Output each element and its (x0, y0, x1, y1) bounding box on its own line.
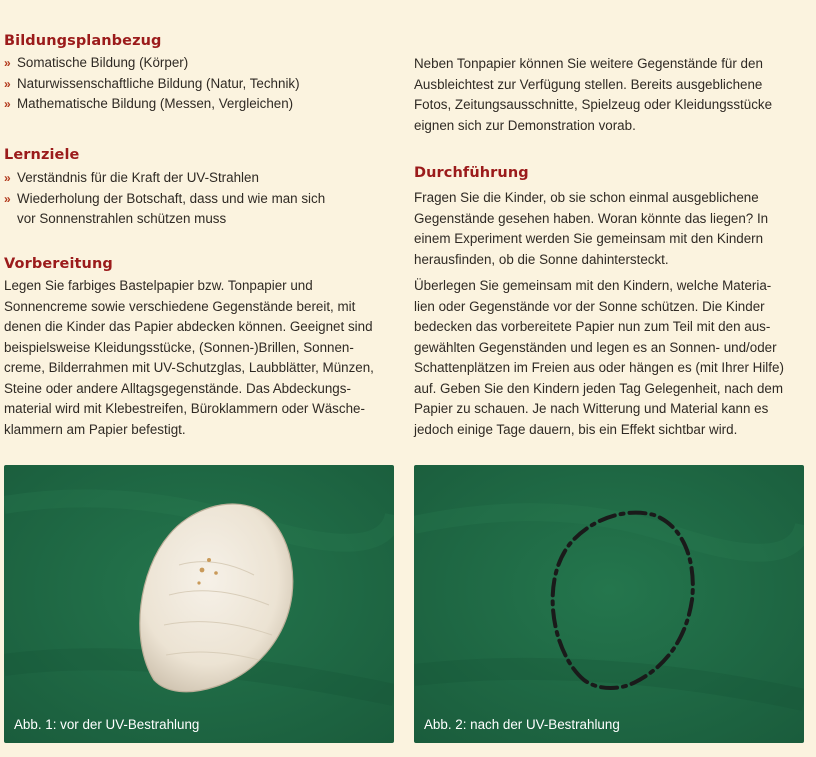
figure-1-caption: Abb. 1: vor der UV-Bestrahlung (14, 717, 200, 732)
lernziele-list (4, 168, 325, 230)
list-item: » Naturwissenschaftliche Bildung (Natur, Technik) (4, 74, 300, 95)
figure-2-photo (414, 465, 804, 743)
bullet-icon: » (4, 191, 11, 206)
bullet-icon: » (4, 76, 11, 91)
list-item-continuation: vor Sonnenstrahlen schützen muss (17, 211, 227, 226)
heading-vorbereitung: Vorbereitung (4, 256, 113, 272)
durchfuehrung-paragraph-1: Fragen Sie die Kinder, ob sie schon einmal ausgeblichene Gegenstände gesehen haben. Woran könnte das liegen? In einem Experiment werden Sie gemeinsam mit den Kindern herausfinden, ob die Sonne dahintersteckt. (414, 190, 769, 267)
bildungsplan-list (4, 53, 300, 115)
durchfuehrung-paragraph-2: Überlegen Sie gemeinsam mit den Kindern, welche Materia- lien oder Gegenstände vor der Sonne schützen. Die Kinder bedecken das vorbereitete Papier nun zum Teil mit den aus- gewählten Gegenständen und legen es an Sonnen- und/oder Schattenplätzen im Freien aus oder hängen es (mit Ihrer Hilfe) auf. Geben Sie den Kindern jeden Tag Gelegenheit, nach dem Papier zu schauen. Je nach Witterung und Material kann es jedoch einige Tage dauern, bis ein Effekt sichtbar wird. (414, 278, 784, 437)
list-item: » Wiederholung der Botschaft, dass und wie man sich (4, 189, 325, 210)
heading-durchfuehrung: Durchführung (414, 165, 529, 181)
bullet-icon: » (4, 56, 11, 70)
figure-2-image (414, 465, 804, 743)
list-item: » Mathematische Bildung (Messen, Vergleichen) (4, 94, 300, 115)
bullet-icon: » (4, 171, 11, 185)
figure-1-photo (4, 465, 394, 743)
list-item: » Verständnis für die Kraft der UV-Strahlen (4, 168, 325, 189)
figure-2-caption: Abb. 2: nach der UV-Bestrahlung (424, 717, 620, 732)
vorbereitung-paragraph: Legen Sie farbiges Bastelpapier bzw. Tonpapier und Sonnencreme sowie verschiedene Gegenstände bereit, mit denen die Kinder das Papier abdecken können. Geeignet sind beispielsweise Kleidungsstücke, (Sonnen-)Brillen, Sonnen- creme, Bilderrahmen mit UV-Schutzglas, Laubblätter, Münzen, Steine oder andere Alltagsgegenstände. Das Abdeckungs- material wird mit Klebestreifen, Büroklammern oder Wäsche- klammern am Papier befestigt. (4, 278, 374, 437)
intro-paragraph: Neben Tonpapier können Sie weitere Gegenstände für den Ausbleichtest zur Verfügung stellen. Bereits ausgeblichene Fotos, Zeitungsausschnitte, Spielzeug oder Kleidungsstücke eignen sich zur Demonstration vorab. (414, 56, 773, 133)
figure-1-image (4, 465, 394, 743)
heading-bildungsplanbezug: Bildungsplanbezug (4, 33, 162, 49)
bullet-icon: » (4, 97, 11, 111)
list-item: » Somatische Bildung (Körper) (4, 53, 300, 74)
heading-lernziele: Lernziele (4, 147, 80, 163)
